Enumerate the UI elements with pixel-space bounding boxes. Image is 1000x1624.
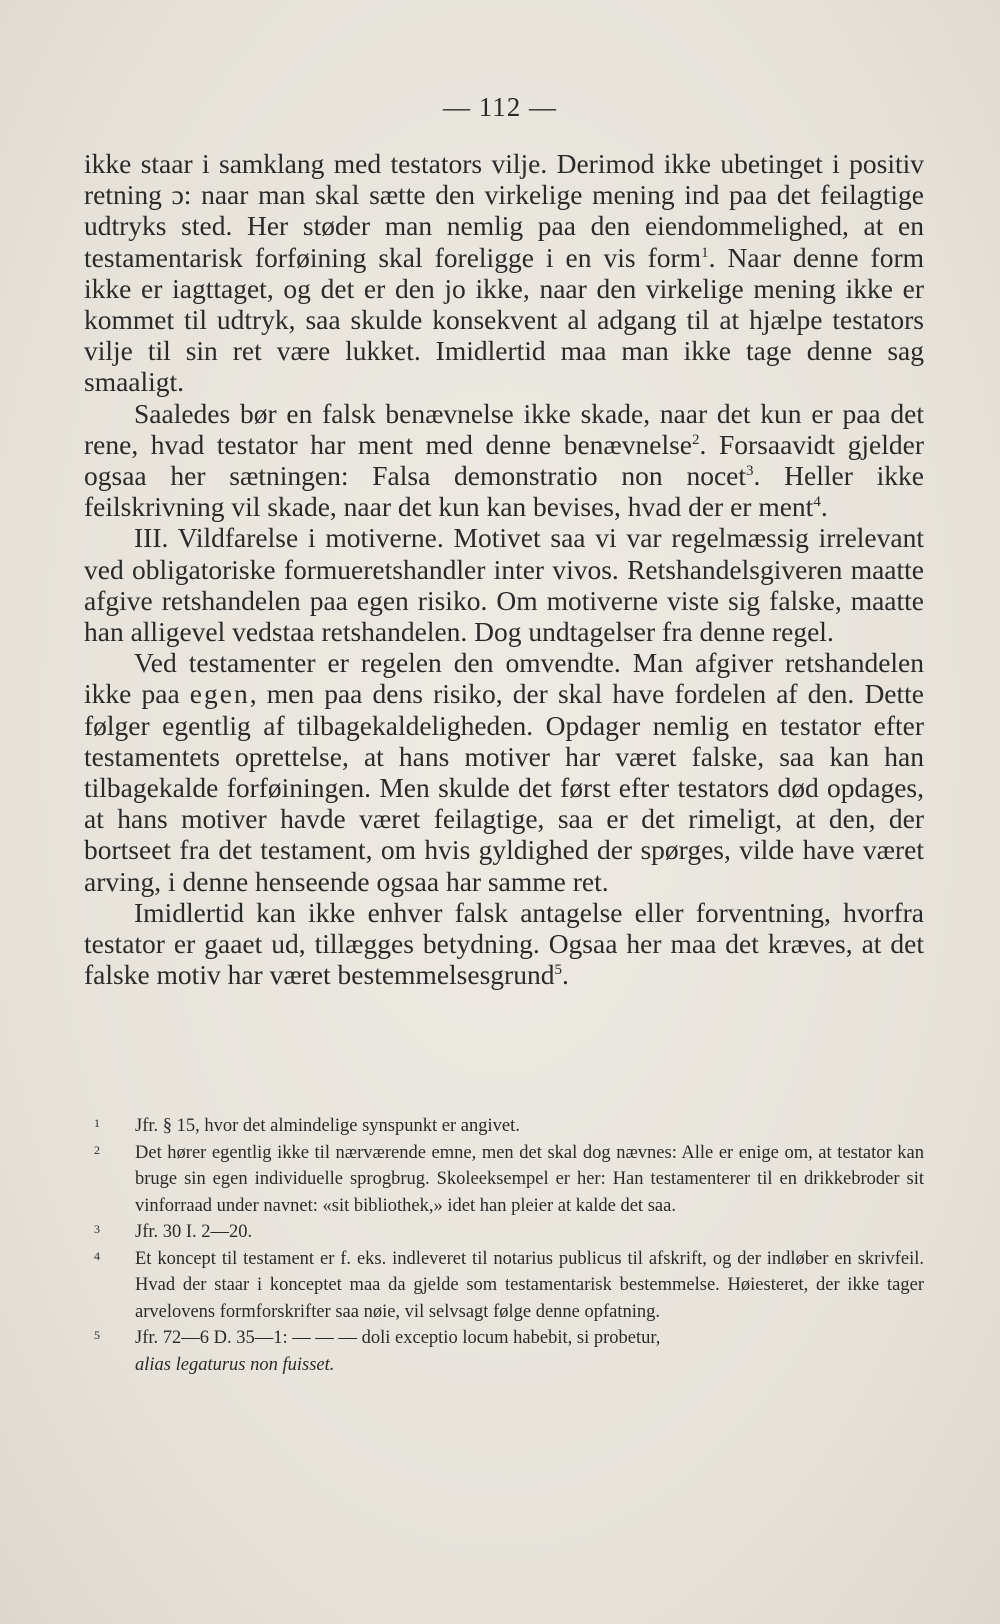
footnotes [84,1113,924,1378]
footnote-mark-4: 4 [94,1248,100,1263]
paragraph-3: III. Vildfarelse i motiverne. Motivet saa vi var regelmæssig irrelevant ved obligatoriske formueretshandler inter vivos. Retshandelsgiveren maatte afgive retshandelen paa egen risiko. Om motiverne viste sig falske, maatte han alligevel vedstaa retshandelen. Dog undtagelser fra denne regel. [84,522,924,648]
body-text [84,148,924,990]
footnote-text-2: Det hører egentlig ikke til nærværende emne, men det skal dog nævnes: Alle er enige om, at testator kan bruge sin egen individuelle sprogbrug. Skoleeksempel er her: Han testamenterer til en drikkebroder sit vinforraad under navnet: «sit bibliothek,» idet han pleier at kalde det saa. [135,1142,924,1216]
paragraph-2-text-c: . Heller ikke feilskrivning vil skade, naar det kun kan bevises, hvad der er ment [84,460,924,523]
paragraph-4-text-b: , men paa dens risiko, der skal have fordelen af den. Dette følger egentlig af tilbagekaldeligheden. Opdager nemlig en testator efter testamentets oprettelse, at hans motiver har været falske, saa kan han tilbagekalde forføiningen. Men skulde det først efter testators død opdages, at hans motiver havde været feilagtige, saa er det rimeligt, at den, der bortseet fra det testament, om hvis gyldighed der spørges, vilde have været arving, i denne henseende ogsaa har samme ret. [84,678,924,897]
paragraph-1-text-b: . Naar denne form ikke er iagttaget, og det er den jo ikke, naar den virkelige mening ikke er kommet til udtryk, saa skulde konsekvent al adgang til at hjælpe testators vilje til sin ret være lukket. Imidlertid maa man ikke tage denne sag smaaligt. [84,241,925,398]
footnote-mark-2: 2 [94,1142,100,1157]
footnote-ref-1: 1 [701,244,709,261]
footnote-1 [84,1113,924,1140]
paragraph-2-text-b: . Forsaavidt gjelder ogsaa her sætningen: Falsa demonstratio non nocet [84,428,924,492]
paragraph-1-text-a: ikke staar i samklang med testators vilje. Derimod ikke ubetinget i positiv retning ɔ: naar man skal sætte den virkelige mening ind paa det feilagtige udtryks sted. Her støder man nemlig paa den eiendommelighed, at en testamentarisk forføining skal foreligge i en vis form [84,148,924,273]
paragraph-5-text-a: Imidlertid kan ikke enhver falsk antagelse eller forventning, hvorfra testator er gaaet ud, tillægges betydning. Ogsaa her maa det kræves, at det falske motiv har været bestemmelsesgrund [84,896,924,991]
paragraph-4 [84,647,924,897]
footnote-text-5-italic: alias legaturus non fuisset. [135,1354,335,1375]
paragraph-5 [84,897,924,991]
paragraph-2-text-d: . [820,491,828,523]
footnote-mark-5: 5 [94,1328,100,1342]
footnote-text-3: Jfr. 30 I. 2—20. [135,1222,253,1242]
paragraph-4-text-a: Ved testamenter er regelen den omvendte. Man afgiver retshandelen ikke paa [84,647,924,710]
footnote-ref-4: 4 [813,494,821,511]
paragraph-5-text-b: . [561,959,569,991]
paragraph-2-text-a: Saaledes bør en falsk benævnelse ikke skade, naar det kun er paa det rene, hvad testator har ment med denne benævnelse [84,397,924,460]
footnote-text-1: Jfr. § 15, hvor det almindelige synspunkt er angivet. [135,1116,520,1136]
footnote-ref-5: 5 [554,962,562,979]
footnote-5 [84,1325,924,1378]
footnote-ref-2: 2 [692,431,700,448]
paragraph-4-emphasis: egen [189,678,250,710]
footnote-4 [84,1246,924,1326]
footnote-2 [84,1140,924,1220]
page-number: — 112 — [443,92,557,122]
footnote-3 [84,1219,924,1246]
footnote-mark-3: 3 [94,1222,100,1236]
footnote-ref-3: 3 [746,462,754,479]
paragraph-1 [84,148,924,398]
footnote-text-4: Et koncept til testament er f. eks. indleveret til notarius publicus til afskrift, og der indløber en skrivfeil. Hvad der staar i konceptet maa da gjelde som testamentarisk bestemmelse. Høiesteret, der ikke tager arvelovens formforskrifter saa nøie, vil selvsagt følge denne opfatning. [135,1248,924,1322]
footnote-text-5: Jfr. 72—6 D. 35—1: — — — doli exceptio locum habebit, si probetur, [135,1328,661,1348]
footnote-mark-1: 1 [94,1116,100,1130]
paragraph-2 [84,398,924,523]
